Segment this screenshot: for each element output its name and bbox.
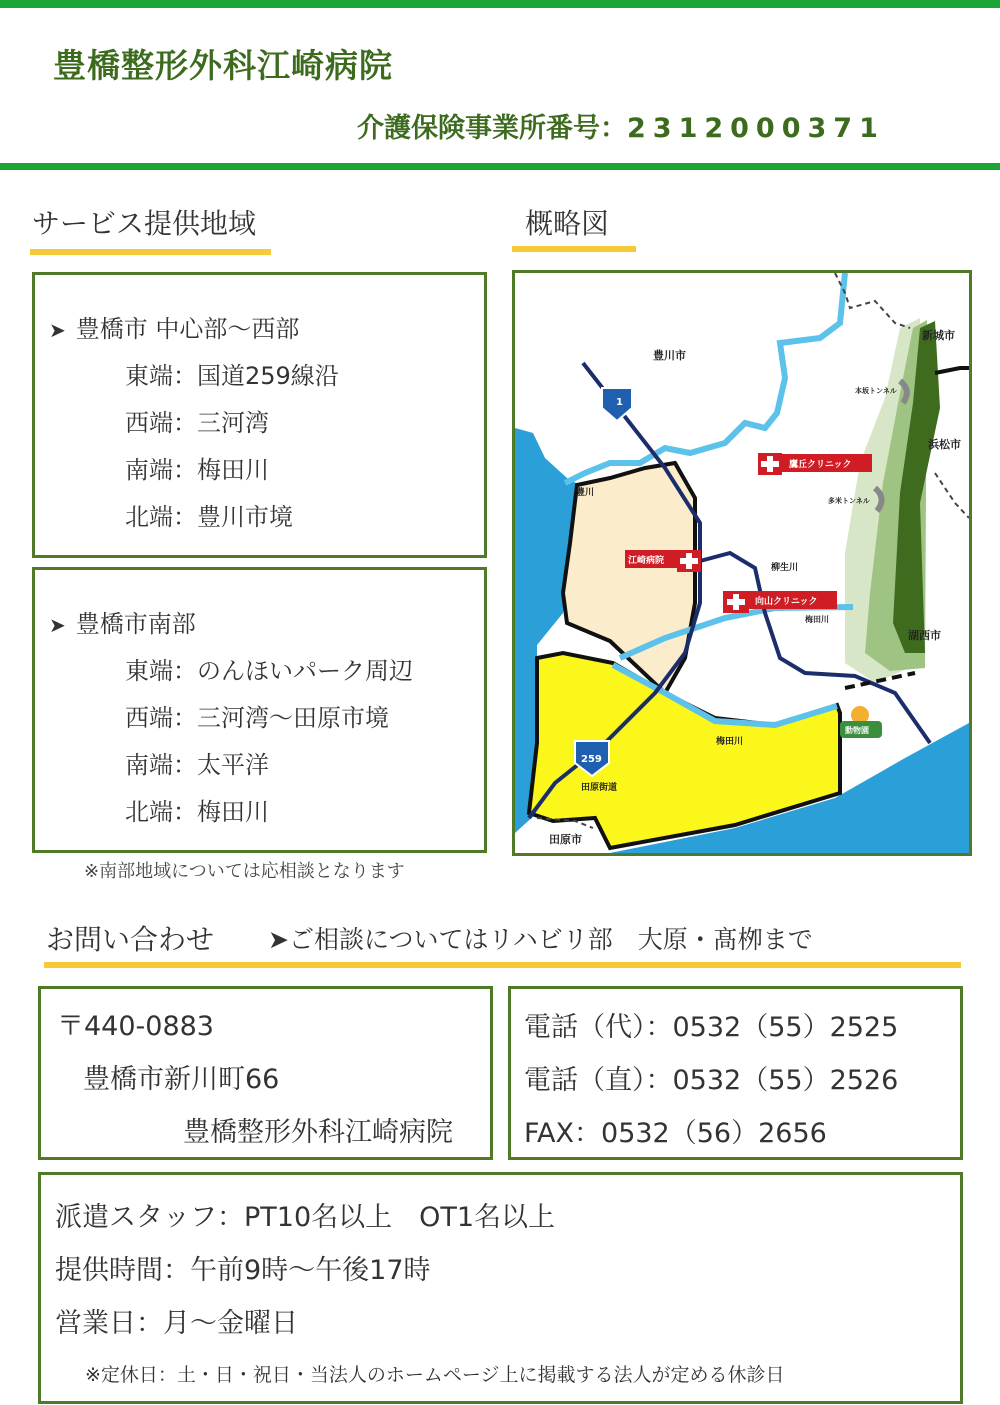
service-info-box bbox=[38, 1172, 963, 1404]
label-shinshiro-city: 新城市 bbox=[922, 329, 955, 342]
toyogawa-river bbox=[565, 273, 845, 483]
label-toyogawa-river: 豊川 bbox=[576, 488, 595, 498]
phone-direct: 電話（直）：0532（55）2526 bbox=[524, 1065, 899, 1096]
label-route1: 1 bbox=[616, 397, 623, 408]
central-east: 東端：国道259線沿 bbox=[125, 362, 339, 390]
consult-note: ➤ご相談についてはリハビリ部 大原・髙栁まで bbox=[268, 925, 813, 954]
label-motosaka-tunnel: 本坂トンネル bbox=[855, 387, 897, 395]
office-number-value: 2312000371 bbox=[627, 113, 885, 144]
label-tamine-tunnel: 多米トンネル bbox=[828, 497, 870, 505]
label-yanaoi-river: 柳生川 bbox=[771, 563, 799, 573]
service-area-underline bbox=[30, 249, 271, 255]
city-border-east bbox=[935, 473, 969, 518]
header-divider bbox=[0, 163, 1000, 170]
label-toyokawa-city: 豊川市 bbox=[653, 349, 686, 362]
south-west: 西端：三河湾～田原市境 bbox=[125, 704, 389, 732]
central-area-title: ➤ 豊橋市 中心部～西部 bbox=[49, 315, 300, 343]
staff-info: 派遣スタッフ：PT10名以上 OT1名以上 bbox=[55, 1202, 556, 1233]
central-north: 北端：豊川市境 bbox=[125, 503, 293, 531]
map-heading: 概略図 bbox=[525, 207, 610, 240]
label-hamamatsu-city: 浜松市 bbox=[928, 438, 961, 451]
service-area-heading: サービス提供地域 bbox=[32, 207, 257, 240]
phone-box bbox=[508, 986, 963, 1160]
label-umeda-river-upper: 梅田川 bbox=[805, 615, 829, 624]
office-number bbox=[357, 106, 885, 145]
central-west: 西端：三河湾 bbox=[125, 409, 269, 437]
label-umeda-river: 梅田川 bbox=[716, 737, 744, 747]
fax-number: FAX：0532（56）2656 bbox=[524, 1118, 827, 1149]
label-tahara-road: 田原街道 bbox=[581, 783, 618, 793]
address-box bbox=[38, 986, 493, 1160]
hours-info: 提供時間：午前9時～午後17時 bbox=[55, 1255, 431, 1286]
label-zoo: 動物園 bbox=[845, 726, 869, 735]
holiday-note: ※定休日：土・日・祝日・当法人のホームページ上に掲載する法人が定める休診日 bbox=[85, 1364, 785, 1386]
arrow-icon: ➤ bbox=[49, 318, 66, 342]
south-south: 南端：太平洋 bbox=[125, 751, 269, 779]
south-area-box bbox=[32, 567, 487, 853]
phone-main: 電話（代）：0532（55）2525 bbox=[524, 1012, 899, 1043]
arrow-icon: ➤ bbox=[49, 613, 66, 637]
contact-heading: お問い合わせ bbox=[46, 923, 215, 956]
south-north: 北端：梅田川 bbox=[125, 798, 269, 826]
label-route259: 259 bbox=[581, 754, 602, 765]
label-esaki-hospital: 江崎病院 bbox=[628, 556, 665, 566]
central-area-box bbox=[32, 272, 487, 558]
map-heading-underline bbox=[512, 246, 636, 252]
south-east: 東端：のんほいパーク周辺 bbox=[125, 657, 413, 685]
label-tahara-city: 田原市 bbox=[549, 833, 582, 846]
contact-underline bbox=[44, 962, 961, 968]
south-area-title: ➤ 豊橋市南部 bbox=[49, 610, 196, 638]
label-kosai-city: 湖西市 bbox=[908, 629, 941, 642]
central-south: 南端：梅田川 bbox=[125, 456, 269, 484]
label-mukaiyama-clinic: 向山クリニック bbox=[755, 597, 818, 607]
office-number-label: 介護保険事業所番号： bbox=[357, 113, 627, 144]
address-line: 豊橋市新川町66 bbox=[83, 1064, 280, 1095]
top-accent-bar bbox=[0, 0, 1000, 8]
overview-map bbox=[512, 270, 972, 856]
boundary-east bbox=[935, 368, 969, 373]
south-area-note: ※南部地域については応相談となります bbox=[84, 861, 405, 882]
days-info: 営業日：月～金曜日 bbox=[55, 1308, 298, 1339]
postal-code: 〒440-0883 bbox=[57, 1011, 214, 1042]
label-takaoka-clinic: 鷹丘クリニック bbox=[789, 460, 852, 470]
map-svg bbox=[515, 273, 969, 853]
hospital-title: 豊橋整形外科江崎病院 bbox=[53, 46, 393, 85]
hospital-name: 豊橋整形外科江崎病院 bbox=[183, 1117, 453, 1148]
